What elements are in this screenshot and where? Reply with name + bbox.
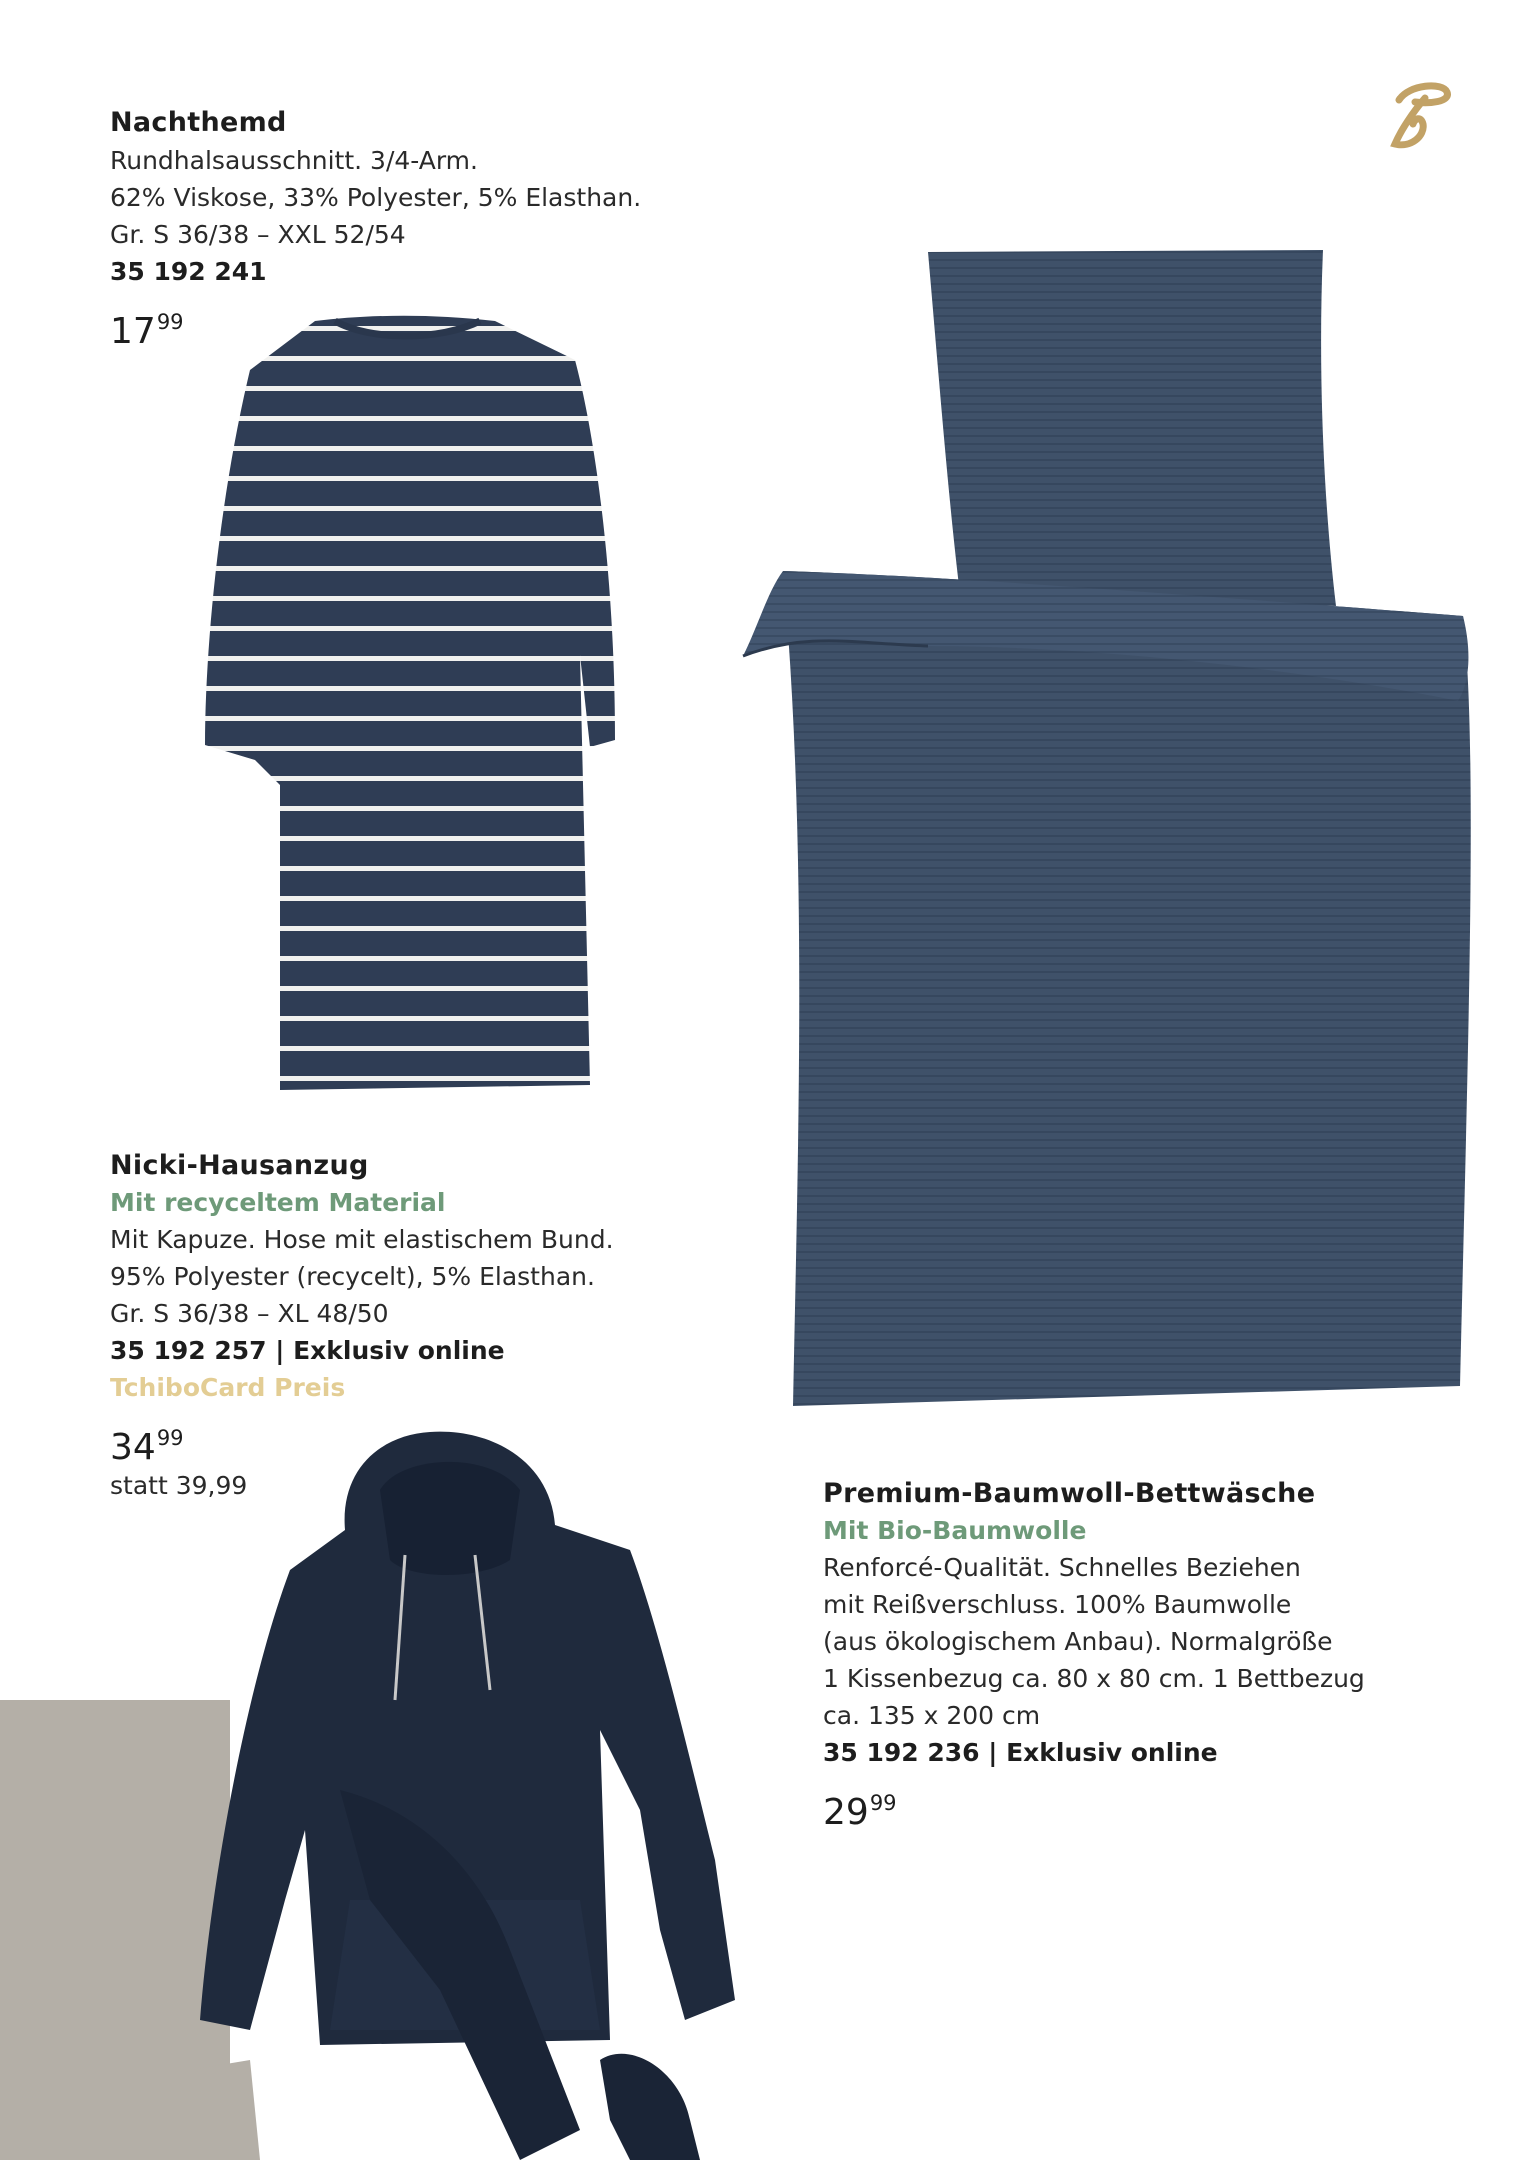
product-detail: Renforcé-Qualität. Schnelles Beziehen: [823, 1553, 1301, 1582]
article-number: 35 192 236 | Exklusiv online: [823, 1738, 1218, 1767]
product-detail: 1 Kissenbezug ca. 80 x 80 cm. 1 Bettbezug: [823, 1664, 1365, 1693]
product-detail: mit Reißverschluss. 100% Baumwolle: [823, 1590, 1292, 1619]
bed-linen-image: [738, 246, 1508, 1431]
price-main: 17: [110, 311, 156, 352]
article-number: 35 192 257 | Exklusiv online: [110, 1336, 505, 1365]
product-title: Nicki-Hausanzug: [110, 1150, 369, 1181]
product-detail: Gr. S 36/38 – XL 48/50: [110, 1299, 389, 1328]
product-title: Nachthemd: [110, 107, 287, 138]
product-detail: 62% Viskose, 33% Polyester, 5% Elasthan.: [110, 183, 642, 212]
price-cents: 99: [156, 310, 184, 334]
product-detail: (aus ökologischem Anbau). Normalgröße: [823, 1627, 1333, 1656]
product-detail: ca. 135 x 200 cm: [823, 1701, 1041, 1730]
product-bettwaesche: [823, 1475, 1365, 1835]
tchibo-logo-icon: [1385, 78, 1455, 152]
product-detail: Rundhalsausschnitt. 3/4-Arm.: [110, 146, 478, 175]
product-detail: Gr. S 36/38 – XXL 52/54: [110, 220, 406, 249]
article-number: 35 192 241: [110, 257, 267, 286]
price-main: 34: [110, 1427, 156, 1468]
sustainability-tag: Mit recyceltem Material: [110, 1188, 446, 1217]
old-price: statt 39,99: [110, 1471, 248, 1500]
price-main: 29: [823, 1792, 869, 1833]
price: [823, 1781, 1365, 1835]
velour-hoodie-suit-image: [190, 1430, 750, 2160]
sustainability-tag: Mit Bio-Baumwolle: [823, 1516, 1087, 1545]
striped-nightdress-image: [195, 315, 645, 1095]
product-detail: 95% Polyester (recycelt), 5% Elasthan.: [110, 1262, 595, 1291]
price-cents: 99: [156, 1426, 184, 1450]
price-cents: 99: [869, 1791, 897, 1815]
product-detail: Mit Kapuze. Hose mit elastischem Bund.: [110, 1225, 614, 1254]
tchibocard-price-label: TchiboCard Preis: [110, 1373, 346, 1402]
product-title: Premium-Baumwoll-Bettwäsche: [823, 1478, 1316, 1509]
